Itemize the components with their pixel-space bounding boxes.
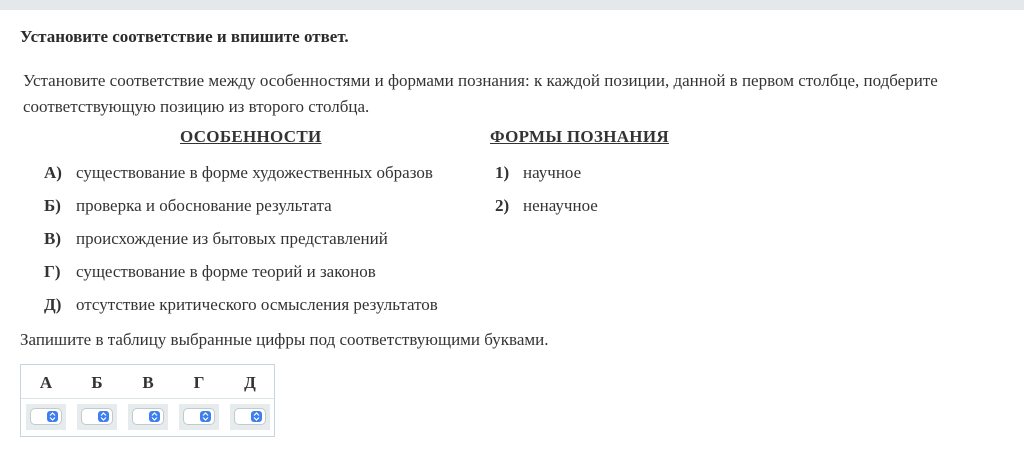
- answer-select-a[interactable]: [30, 408, 62, 425]
- answer-select-d[interactable]: [234, 408, 266, 425]
- form-number: 2): [495, 196, 510, 215]
- select-chevron-icon: [251, 411, 262, 422]
- feature-letter: Б): [44, 196, 61, 215]
- feature-item-d: [44, 295, 438, 315]
- select-chevron-icon: [98, 411, 109, 422]
- answer-header-v: В: [142, 373, 154, 392]
- feature-text: существование в форме художественных образов: [76, 163, 433, 182]
- answer-instruction: Запишите в таблицу выбранные цифры под соответствующими буквами.: [20, 330, 549, 349]
- feature-letter: Д): [44, 295, 62, 314]
- feature-item-a: [44, 163, 433, 183]
- select-chevron-icon: [47, 411, 58, 422]
- answer-table: [20, 364, 275, 437]
- feature-letter: А): [44, 163, 62, 182]
- select-chevron-icon: [200, 411, 211, 422]
- feature-text: проверка и обоснование результата: [76, 196, 332, 215]
- task-header: Установите соответствие и впишите ответ.: [20, 27, 349, 46]
- feature-item-g: [44, 262, 376, 282]
- feature-item-b: [44, 196, 332, 216]
- form-text: научное: [523, 163, 582, 182]
- select-chevron-icon: [149, 411, 160, 422]
- answer-select-g[interactable]: [183, 408, 215, 425]
- answer-header-g: Г: [193, 373, 205, 392]
- form-item-2: [495, 196, 598, 216]
- answer-select-b[interactable]: [81, 408, 113, 425]
- form-text: ненаучное: [523, 196, 598, 215]
- answer-header-d: Д: [244, 373, 256, 392]
- answer-cell-a: [26, 404, 66, 430]
- feature-text: отсутствие критического осмысления результатов: [76, 295, 438, 314]
- answer-cell-v: [128, 404, 168, 430]
- feature-text: существование в форме теорий и законов: [76, 262, 376, 281]
- top-bar: [0, 0, 1024, 10]
- answer-cell-g: [179, 404, 219, 430]
- form-number: 1): [495, 163, 510, 182]
- form-item-1: [495, 163, 581, 183]
- answer-cell-b: [77, 404, 117, 430]
- answer-select-v[interactable]: [132, 408, 164, 425]
- feature-item-v: [44, 229, 388, 249]
- answer-cell-d: [230, 404, 270, 430]
- answer-table-divider: [21, 398, 274, 399]
- feature-letter: Г): [44, 262, 61, 281]
- answer-header-a: А: [39, 373, 53, 392]
- right-column-title: ФОРМЫ ПОЗНАНИЯ: [490, 127, 669, 146]
- feature-letter: В): [44, 229, 61, 248]
- feature-text: происхождение из бытовых представлений: [76, 229, 388, 248]
- task-prompt: Установите соответствие между особенностями и формами познания: к каждой позиции, данной в первом столбце, подберите соответствующую позицию из второго столбца.: [23, 71, 938, 116]
- answer-header-b: Б: [91, 373, 103, 392]
- left-column-title: ОСОБЕННОСТИ: [180, 127, 322, 146]
